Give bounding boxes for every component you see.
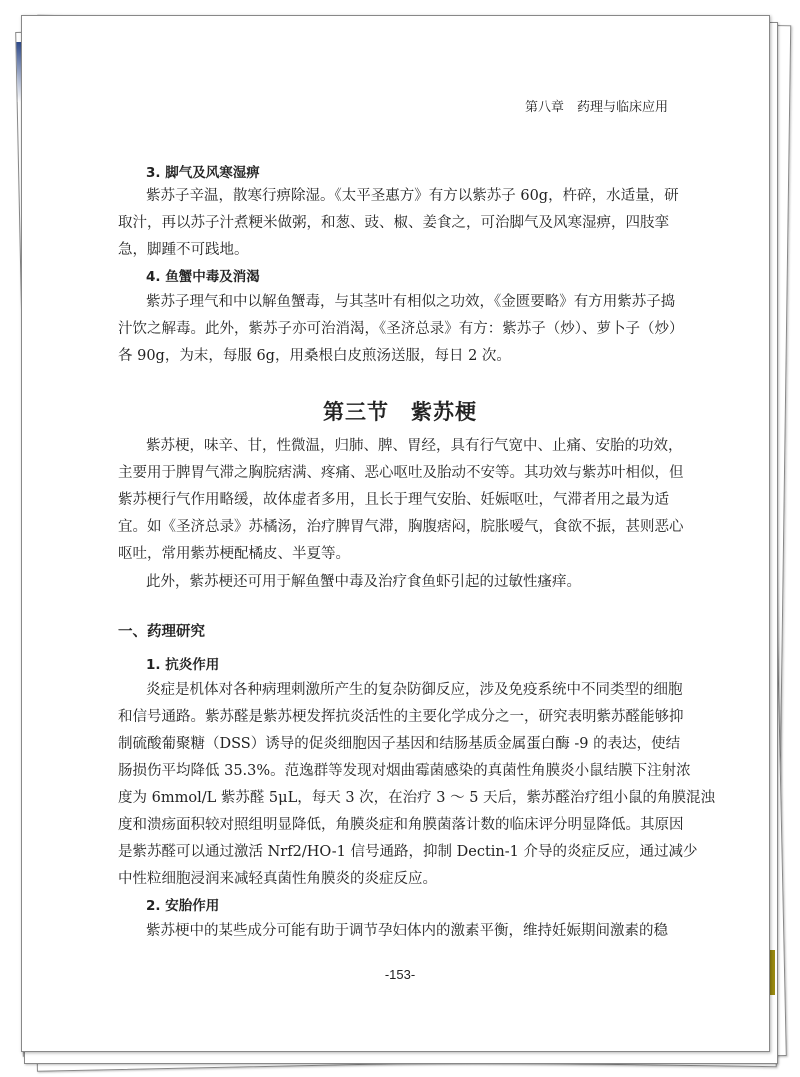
text-line: 此外，紫苏梗还可用于解鱼蟹中毒及治疗食鱼虾引起的过敏性瘙痒。 bbox=[146, 574, 581, 590]
text-line: 和信号通路。紫苏醛是紫苏梗发挥抗炎活性的主要化学成分之一，研究表明紫苏醛能够抑 bbox=[118, 709, 684, 725]
text-line: 宜。如《圣济总录》苏橘汤，治疗脾胃气滞，胸腹痞闷，脘胀嗳气，食欲不振，甚则恶心 bbox=[118, 519, 684, 535]
running-header: 第八章 药理与临床应用 bbox=[524, 100, 668, 115]
text-line: 各 90g，为末，每服 6g，用桑根白皮煎汤送服，每日 2 次。 bbox=[118, 348, 511, 364]
text-line: 汁饮之解毒。此外，紫苏子亦可治消渴，《圣济总录》有方：紫苏子（炒）、萝卜子（炒） bbox=[118, 321, 684, 337]
text-line: 紫苏子辛温，散寒行痹除湿。《太平圣惠方》有方以紫苏子 60g，杵碎，水适量，研 bbox=[146, 188, 679, 204]
text-line: 肠损伤平均降低 35.3%。范逸群等发现对烟曲霉菌感染的真菌性角膜炎小鼠结膜下注射浓 bbox=[118, 763, 691, 779]
text-line: 取汁，再以苏子汁煮粳米做粥，和葱、豉、椒、姜食之，可治脚气及风寒湿痹，四肢挛 bbox=[118, 215, 669, 231]
heading: 一、药理研究 bbox=[118, 624, 205, 640]
subheading: 1. 抗炎作用 bbox=[146, 657, 220, 673]
subheading: 4. 鱼蟹中毒及消渴 bbox=[146, 269, 260, 285]
text-line: 紫苏梗行气作用略缓，故体虚者多用，且长于理气安胎、妊娠呕吐，气滞者用之最为适 bbox=[118, 492, 669, 508]
text-line: 度和溃疡面积较对照组明显降低，角膜炎症和角膜菌落计数的临床评分明显降低。其原因 bbox=[118, 817, 684, 833]
text-line: 主要用于脾胃气滞之胸脘痞满、疼痛、恶心呕吐及胎动不安等。其功效与紫苏叶相似，但 bbox=[118, 465, 684, 481]
section-title: 第三节 紫苏梗 bbox=[323, 400, 477, 424]
text-line: 炎症是机体对各种病理刺激所产生的复杂防御反应，涉及免疫系统中不同类型的细胞 bbox=[146, 682, 683, 698]
page-number: -153- bbox=[384, 967, 416, 982]
text-line: 度为 6mmol/L 紫苏醛 5μL，每天 3 次，在治疗 3 ～ 5 天后，紫苏醛治疗组小鼠的角膜混浊 bbox=[118, 790, 716, 806]
subheading: 2. 安胎作用 bbox=[146, 898, 220, 914]
text-line: 急，脚踵不可践地。 bbox=[118, 242, 249, 258]
text-line: 中性粒细胞浸润来减轻真菌性角膜炎的炎症反应。 bbox=[118, 871, 437, 887]
text-line: 紫苏梗，味辛、甘，性微温，归肺、脾、胃经，具有行气宽中、止痛、安胎的功效， bbox=[146, 438, 683, 454]
text-line: 呕吐，常用紫苏梗配橘皮、半夏等。 bbox=[118, 546, 350, 562]
text-line: 紫苏梗中的某些成分可能有助于调节孕妇体内的激素平衡，维持妊娠期间激素的稳 bbox=[146, 923, 668, 939]
subheading: 3. 脚气及风寒湿痹 bbox=[146, 165, 260, 181]
text-line: 是紫苏醛可以通过激活 Nrf2/HO-1 信号通路，抑制 Dectin-1 介导的炎症反应，通过减少 bbox=[118, 844, 698, 860]
text-line: 紫苏子理气和中以解鱼蟹毒，与其茎叶有相似之功效，《金匮要略》有方用紫苏子捣 bbox=[146, 294, 676, 310]
text-line: 制硫酸葡聚糖（DSS）诱导的促炎细胞因子基因和结肠基质金属蛋白酶 -9 的表达，使结 bbox=[118, 736, 681, 752]
